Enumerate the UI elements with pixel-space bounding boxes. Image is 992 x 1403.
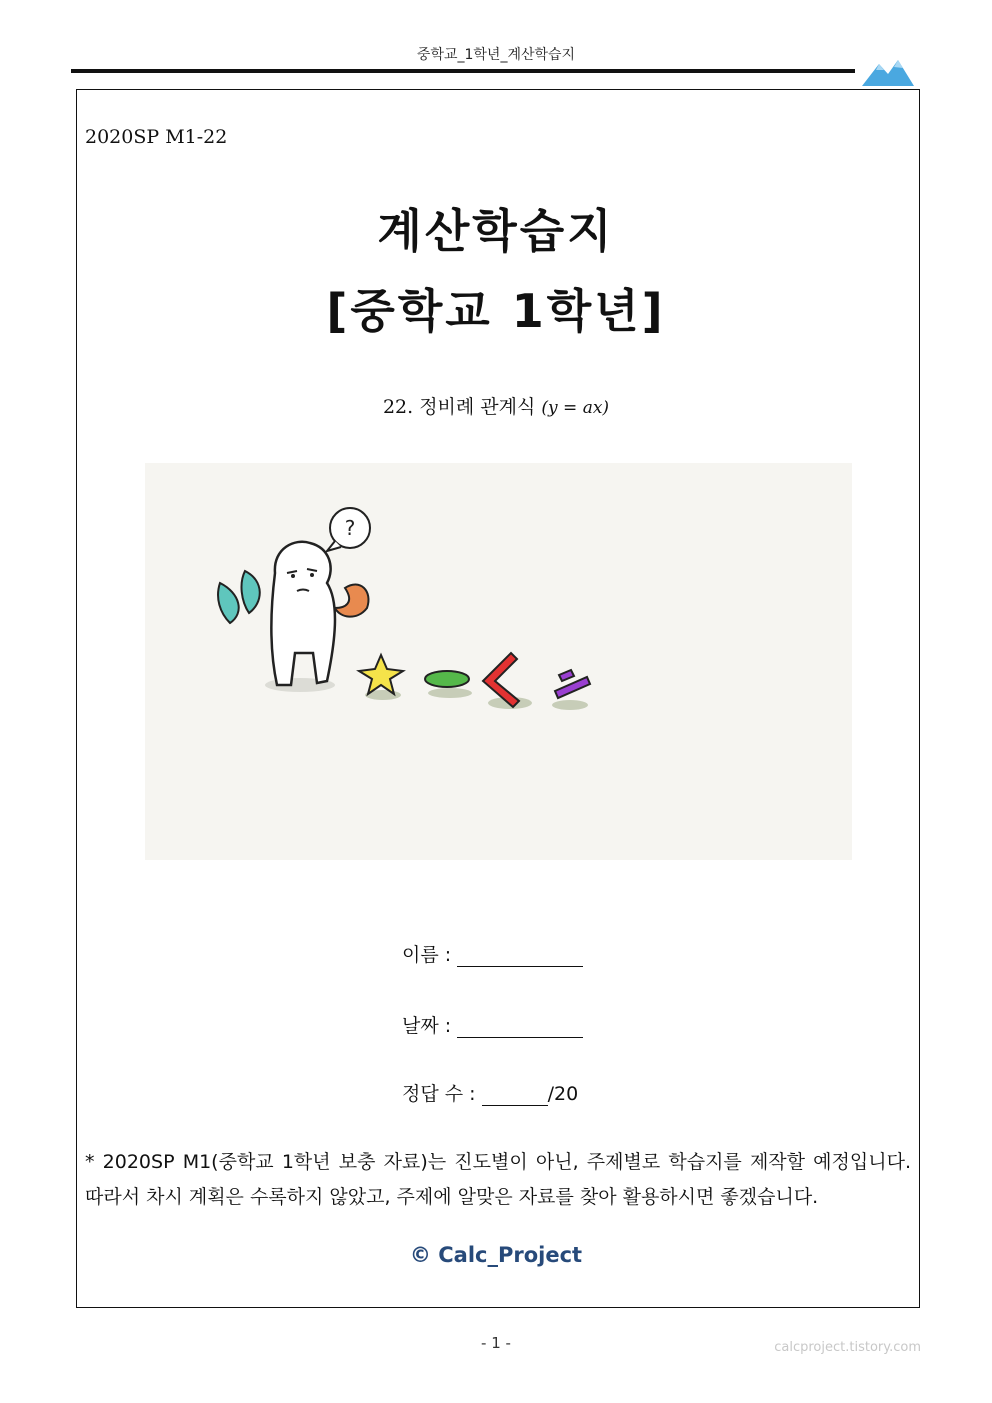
date-field bbox=[402, 1011, 583, 1038]
page-number: - 1 - bbox=[481, 1334, 511, 1352]
purple-equals-shape bbox=[555, 670, 590, 698]
name-label: 이름 : bbox=[402, 944, 452, 966]
lesson-title: 22. 정비례 관계식 bbox=[382, 396, 542, 418]
yellow-star-shape bbox=[359, 655, 403, 694]
character-illustration bbox=[145, 463, 852, 860]
formula: (y = ax) bbox=[541, 398, 610, 418]
score-field bbox=[402, 1079, 578, 1106]
title-grade: [중학교 1학년] bbox=[326, 284, 666, 338]
green-minus-shape bbox=[425, 671, 469, 687]
document-code: 2020SP M1-22 bbox=[85, 126, 228, 148]
credit: © Calc_Project bbox=[409, 1243, 583, 1267]
date-input-line[interactable] bbox=[457, 1017, 583, 1038]
orange-shape bbox=[335, 585, 368, 617]
mountain-icon bbox=[862, 56, 914, 86]
name-field bbox=[402, 940, 583, 967]
score-total: /20 bbox=[547, 1083, 579, 1105]
site-url: calcproject.tistory.com bbox=[774, 1340, 921, 1355]
bubble-text: ? bbox=[344, 516, 356, 540]
score-label: 정답 수 : bbox=[402, 1083, 476, 1105]
score-input-line[interactable] bbox=[482, 1085, 548, 1106]
name-input-line[interactable] bbox=[457, 946, 583, 967]
date-label: 날짜 : bbox=[402, 1015, 452, 1037]
note-paragraph: * 2020SP M1(중학교 1학년 보충 자료)는 진도별이 아닌, 주제별로 학습지를 제작할 예정입니다. 따라서 차시 계획은 수록하지 않았고, 주제에 알맞은 자료를 찾아 활용하시면 좋겠습니다. bbox=[85, 1151, 911, 1208]
character-body bbox=[271, 542, 335, 685]
teal-shape bbox=[218, 571, 260, 623]
title-main: 계산학습지 bbox=[377, 204, 615, 258]
illustration bbox=[145, 463, 852, 860]
page-header-title: 중학교_1학년_계산학습지 bbox=[416, 47, 576, 63]
header-rule bbox=[71, 69, 855, 73]
lesson-subtitle bbox=[0, 392, 992, 419]
